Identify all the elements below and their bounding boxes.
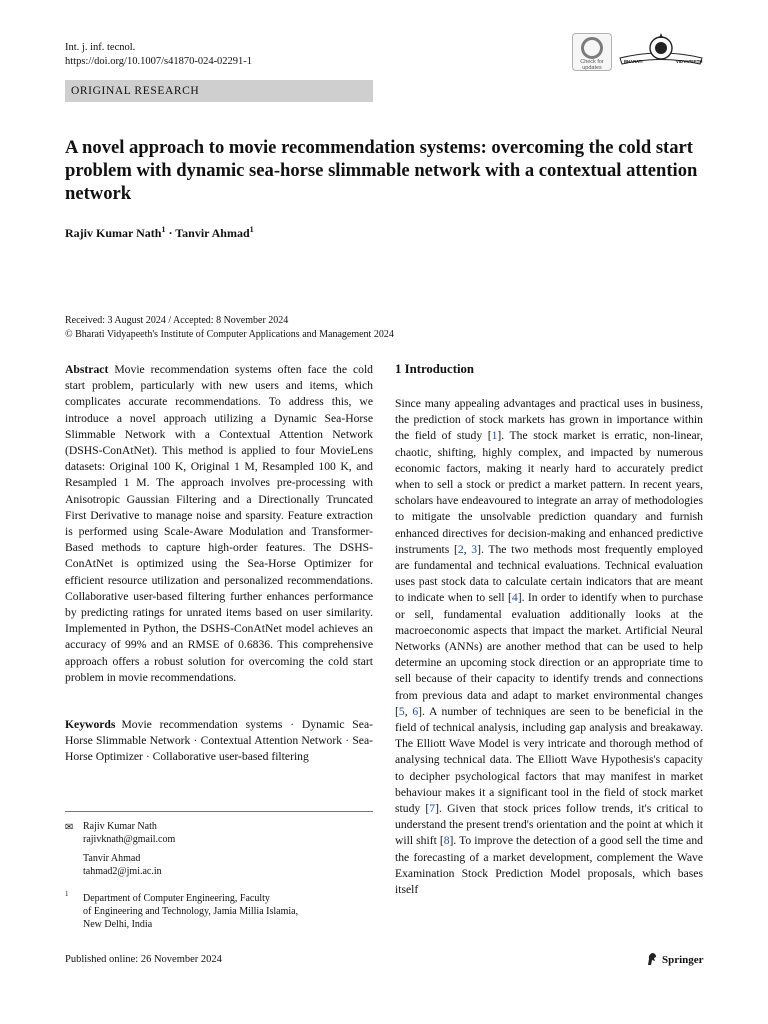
check-updates-line-1: Check for bbox=[580, 59, 604, 65]
correspondent bbox=[65, 820, 373, 846]
affiliation bbox=[65, 892, 373, 931]
introduction-text: , bbox=[404, 704, 413, 718]
publication-history bbox=[65, 314, 394, 342]
keywords-text: Movie recommendation systems · Dynamic Sea-Horse Slimmable Network · Contextual Attention Network · Sea-Horse Optimizer · Collaborative user-based filtering bbox=[65, 718, 373, 764]
correspondent-email[interactable]: rajivknath@gmail.com bbox=[83, 834, 176, 845]
introduction-text: ]. To improve the detection of a good sell the time and the forecasting of a market development, complement the Wave Examination Stock Prediction Model proposals, which bases itself bbox=[395, 834, 703, 897]
article-type-label: ORIGINAL RESEARCH bbox=[71, 85, 200, 97]
check-updates-line-2: updates bbox=[582, 65, 602, 71]
affiliation-line: Department of Computer Engineering, Faculty bbox=[83, 893, 270, 904]
introduction-text: ]. The stock market is erratic, non-linear, chaotic, shifting, highly complex, and impacted by numerous economic factors, making it nearly hard to accurately predict when to sell a stock or predict a market pattern. In recent years, scholars have endeavoured to integrate an array of methodologies to mitigate the unsolvable prediction quandary and furnish enhanced directives for decision-making and enhanced predictive instruments [ bbox=[395, 429, 704, 556]
author-affiliation-mark: 1 bbox=[249, 225, 254, 234]
correspondent bbox=[65, 852, 373, 878]
check-for-updates-badge[interactable] bbox=[572, 33, 612, 71]
journal-name: Int. j. inf. tecnol. bbox=[65, 42, 136, 53]
citation-link[interactable]: 1 bbox=[491, 429, 498, 443]
correspondent-name: Tanvir Ahmad bbox=[83, 853, 141, 864]
citation-link[interactable]: 6 bbox=[412, 704, 419, 718]
envelope-icon: ✉ bbox=[65, 822, 74, 833]
citation-link[interactable]: 8 bbox=[443, 834, 450, 848]
correspondence-block bbox=[65, 820, 373, 937]
correspondent-name: Rajiv Kumar Nath bbox=[83, 821, 157, 832]
article-type-badge bbox=[65, 80, 373, 102]
introduction-text: ]. In order to identify when to purchase or sell, fundamental evaluation additionally looks at the macroeconomic aspects that impact the market. Artificial Neural Networks (ANNs) are another method that can be used to help determine an upcoming stock direction or an appropriate time to sell because of their capacity to identify trends and connections from previous data and adapt to market environmental changes [ bbox=[395, 591, 704, 718]
citation-link[interactable]: 4 bbox=[511, 591, 518, 605]
logo-text-right: VIDYAPEETH bbox=[676, 59, 703, 64]
abstract bbox=[65, 362, 373, 686]
doi-link[interactable]: https://doi.org/10.1007/s41870-024-02291-1 bbox=[65, 56, 253, 67]
published-online-date: Published online: 26 November 2024 bbox=[65, 954, 222, 965]
introduction-body bbox=[395, 396, 703, 898]
introduction-text: , bbox=[463, 542, 472, 556]
introduction-text: ]. The two methods most frequently employed are fundamental and technical evaluations. Technical evaluation uses past stock data to calculate certain indicators that are meant to indicate when to sell [ bbox=[395, 542, 704, 605]
introduction-text: Since many appealing advantages and practical uses in business, the prediction of stock markets has grown in importance within the field of study [ bbox=[395, 397, 703, 443]
citation-link[interactable]: 5 bbox=[398, 704, 405, 718]
keywords bbox=[65, 717, 373, 766]
keywords-label: Keywords bbox=[65, 718, 116, 731]
journal-header bbox=[65, 41, 252, 69]
introduction-text: ]. A number of techniques are seen to be beneficial in the field of technical analysis, including gap analysis and breakaway. The Elliott Wave Model is very intricate and thorough method of analysing technical data. The Elliott Wave Hypothesis's capacity to decipher psychological factors that may manifest in market behaviour makes it a significant tool in the field of stock market study [ bbox=[395, 704, 703, 816]
paper-title: A novel approach to movie recommendation systems: overcoming the cold start problem with dynamic sea-horse slimmable network with a contextual attention network bbox=[65, 137, 698, 204]
received-accepted-dates: Received: 3 August 2024 / Accepted: 8 November 2024 bbox=[65, 315, 289, 326]
logo-text-left: BHARATI bbox=[624, 59, 643, 64]
author-separator: · bbox=[165, 226, 176, 240]
author-name[interactable]: Rajiv Kumar Nath bbox=[65, 226, 162, 240]
author-name[interactable]: Tanvir Ahmad bbox=[175, 226, 250, 240]
author-line bbox=[65, 225, 254, 241]
copyright-notice: © Bharati Vidyapeeth's Institute of Computer Applications and Management 2024 bbox=[65, 329, 394, 340]
section-heading-introduction: 1 Introduction bbox=[395, 362, 475, 376]
affiliation-line: of Engineering and Technology, Jamia Millia Islamia, bbox=[83, 906, 299, 917]
check-updates-icon bbox=[581, 37, 603, 59]
affiliation-marker: 1 bbox=[65, 890, 69, 898]
publisher-name: Springer bbox=[662, 954, 704, 966]
author-affiliation-mark: 1 bbox=[161, 225, 166, 234]
springer-horse-icon bbox=[645, 952, 659, 966]
footnote-divider bbox=[65, 811, 373, 812]
springer-logo bbox=[645, 952, 704, 966]
bharati-vidyapeeth-logo bbox=[616, 30, 706, 72]
citation-link[interactable]: 3 bbox=[471, 542, 478, 556]
citation-link[interactable]: 7 bbox=[429, 802, 436, 816]
abstract-text: Movie recommendation systems often face the cold start problem, particularly with new users and items, which complicates accurate recommendations. To address this, we introduce a novel approach utilizing a Dynamic Sea-Horse Slimmable Network with a Contextual Attention Network (DSHS-ConAtNet). This method is applied to four MovieLens datasets: Original 100 K, Original 1 M, Resampled 100 K, and Resampled 1 M. The approach involves pre-processing with Anisotropic Gaussian Filtering and a Directionally Truncated First Derivative to manage noise and sparsity. Feature extraction is performed using Scale-Aware Modulation and Transformer-Based methods to capture high-order features. The DSHS-ConAtNet is optimized using the Sea-Horse Optimizer for efficient resource utilization and personalized recommendations. Collaborative user-based filtering further enhances performance by predicting ratings for unrated items based on user similarity. Implemented in Python, the DSHS-ConAtNet model achieves an accuracy of 99% and an RMSE of 0.6836. This comprehensive approach offers a robust solution for overcoming the cold start problem in movie recommendations. bbox=[65, 363, 373, 684]
introduction-text: ]. Given that stock prices follow trends, it's critical to understand the present trend's orientation and the point at which it will shift [ bbox=[395, 802, 703, 848]
affiliation-line: New Delhi, India bbox=[83, 919, 153, 930]
abstract-label: Abstract bbox=[65, 363, 109, 376]
correspondent-email[interactable]: tahmad2@jmi.ac.in bbox=[83, 866, 162, 877]
citation-link[interactable]: 2 bbox=[457, 542, 464, 556]
